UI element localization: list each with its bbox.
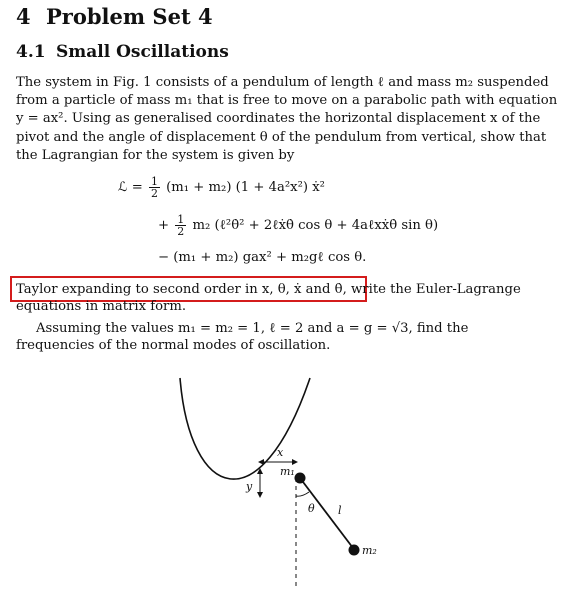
instruction-rest: write the Euler-Lagrange: [346, 282, 521, 297]
label-m2: m₂: [362, 544, 377, 557]
label-x: x: [277, 446, 284, 459]
label-y: y: [246, 480, 253, 493]
theta-arc: [296, 492, 309, 496]
lagrangian-equation-row-1: [118, 176, 325, 199]
section-title-text: Problem Set 4: [46, 4, 213, 29]
section-number: 4: [16, 4, 31, 29]
subsection-title-text: Small Oscillations: [56, 42, 229, 62]
label-theta: θ: [308, 502, 315, 515]
equation-term: (m₁ + m₂) (1 + 4a²x²) ẋ²: [166, 180, 325, 195]
equation-term: − (m₁ + m₂) gax² + m₂gℓ cos θ.: [158, 250, 367, 265]
subsection-title: [16, 42, 229, 62]
paragraph-line: from a particle of mass m₁ that is free to move on a parabolic path with equation: [16, 93, 558, 109]
highlighted-text: Taylor expanding to second order in x, θ, ẋ and θ̇,: [16, 282, 347, 297]
values-line-2: frequencies of the normal modes of oscillation.: [16, 338, 331, 353]
fraction-half: $\frac{1}{2}$: [150, 175, 158, 200]
parabolic-path: [180, 378, 310, 479]
paragraph-line: y = ax². Using as generalised coordinates the horizontal displacement x of the: [16, 111, 541, 127]
label-length: l: [338, 504, 342, 517]
equation-term: m₂ (ℓ²θ̇² + 2ℓẋθ̇ cos θ + 4aℓxẋθ̇ sin θ): [192, 218, 439, 233]
lagrangian-equation-row-3: [158, 249, 366, 267]
y-arrow-head-bottom: [257, 492, 263, 498]
lagrangian-equation-row-2: [158, 214, 438, 237]
problem-paragraph: [16, 74, 558, 165]
values-line: Assuming the values m₁ = m₂ = 1, ℓ = 2 and a = g = √3, find the: [36, 321, 469, 336]
x-arrow-head-left: [258, 459, 264, 465]
mass-m1: [295, 473, 306, 484]
equation-plus: +: [158, 218, 170, 233]
label-m1: m₁: [280, 465, 295, 478]
paragraph-line: pivot and the angle of displacement θ of the pendulum from vertical, show that: [16, 129, 547, 145]
mass-m2: [349, 545, 360, 556]
paragraph-line: The system in Fig. 1 consists of a pendulum of length ℓ and mass m₂ suspended: [16, 75, 549, 90]
lagrangian-symbol: ℒ =: [118, 180, 143, 195]
instruction-line: [16, 282, 540, 297]
instruction-line-2: equations in matrix form.: [16, 299, 187, 314]
paragraph-line: the Lagrangian for the system is given by: [16, 147, 295, 163]
subsection-number: 4.1: [16, 42, 46, 62]
pendulum-figure: [150, 370, 410, 590]
section-title: [16, 4, 213, 29]
fraction-half: $\frac{1}{2}$: [177, 213, 185, 238]
